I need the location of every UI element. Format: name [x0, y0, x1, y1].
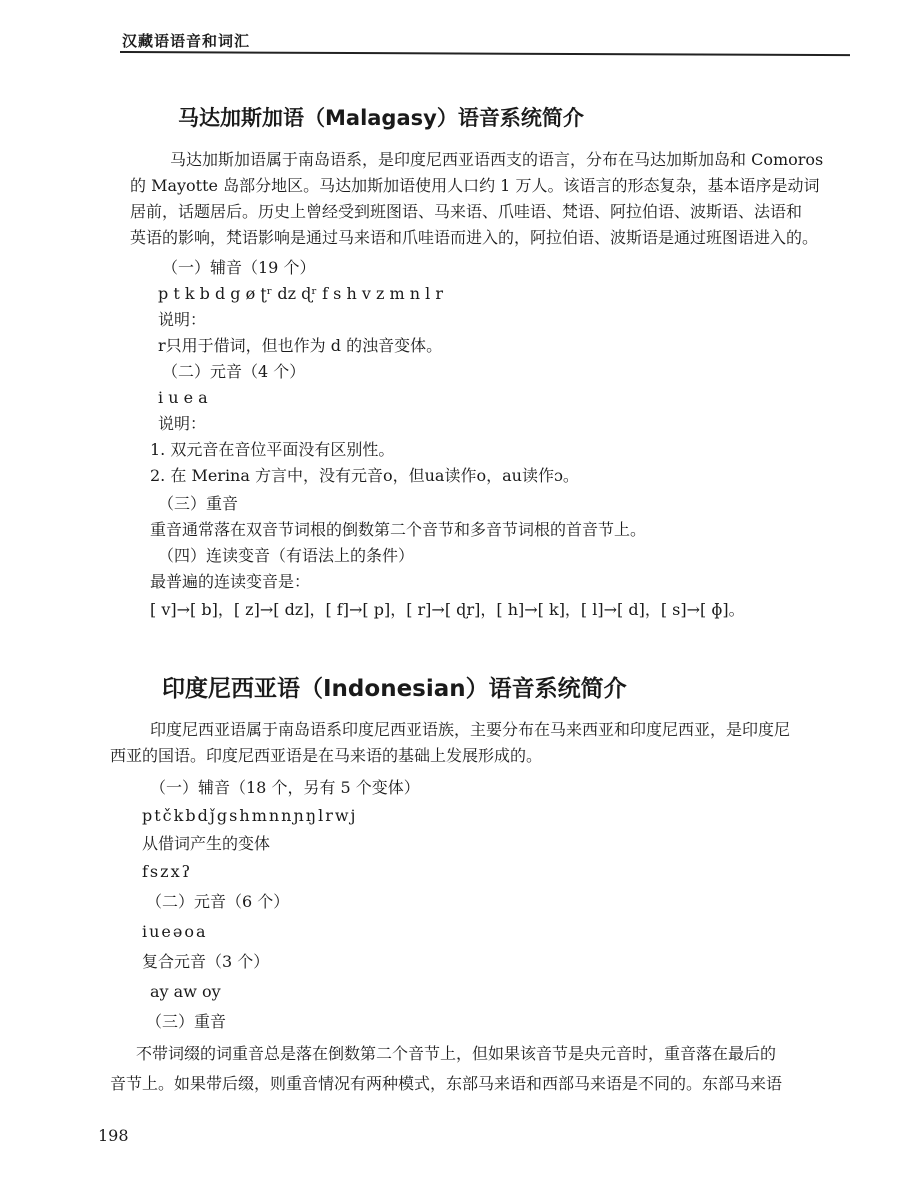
consonants-heading: （一）辅音（19 个）	[162, 258, 316, 277]
intro-line: 西亚的国语。印度尼西亚语是在马来语的基础上发展形成的。	[110, 746, 543, 765]
vowel-inventory: i u e a	[158, 388, 208, 407]
intro-line: 马达加斯加语属于南岛语系，是印度尼西亚语西支的语言，分布在马达加斯加岛和 Comoros	[170, 150, 824, 169]
intro-line: 英语的影响，梵语影响是通过马来语和爪哇语而进入的，阿拉伯语、波斯语是通过班图语进入的。	[130, 228, 819, 247]
diphthong-inventory: ay aw oy	[150, 982, 221, 1001]
section-title: 印度尼西亚语（Indonesian）语音系统简介	[162, 676, 627, 702]
intro-line: 印度尼西亚语属于南岛语系印度尼西亚语族，主要分布在马来西亚和印度尼西亚，是印度尼	[150, 720, 791, 739]
loan-label: 从借词产生的变体	[142, 834, 271, 853]
note-label: 说明：	[158, 414, 207, 433]
note-text: r只用于借词，但也作为 d 的浊音变体。	[158, 336, 443, 355]
vowels-heading: （二）元音（6 个）	[146, 892, 290, 911]
stress-text: 重音通常落在双音节词根的倒数第二个音节和多音节词根的首音节上。	[150, 520, 647, 539]
stress-text: 音节上。如果带后缀，则重音情况有两种模式，东部马来语和西部马来语是不同的。东部马来语	[110, 1074, 783, 1093]
header-rule	[120, 51, 850, 56]
intro-line: 的 Mayotte 岛部分地区。马达加斯加语使用人口约 1 万人。该语言的形态复杂，基本语序是动词	[130, 176, 820, 195]
consonants-heading: （一）辅音（18 个，另有 5 个变体）	[150, 778, 420, 797]
consonant-inventory: ptčkbdǰgshmnnɲŋlrwj	[142, 806, 358, 825]
loan-variants: fszxʔ	[142, 862, 193, 881]
page-number: 198	[98, 1126, 129, 1145]
section-title: 马达加斯加语（Malagasy）语音系统简介	[178, 106, 584, 130]
stress-text: 不带词缀的词重音总是落在倒数第二个音节上，但如果该音节是央元音时，重音落在最后的	[136, 1044, 777, 1063]
diphthong-heading: 复合元音（3 个）	[142, 952, 270, 971]
stress-heading: （三）重音	[158, 494, 239, 513]
note-item: 2. 在 Merina 方言中，没有元音o，但ua读作o，au读作ɔ。	[150, 466, 579, 485]
stress-heading: （三）重音	[146, 1012, 227, 1031]
sandhi-heading: （四）连读变音（有语法上的条件）	[158, 546, 415, 565]
intro-line: 居前，话题居后。历史上曾经受到班图语、马来语、爪哇语、梵语、阿拉伯语、波斯语、法语和	[130, 202, 803, 221]
vowel-inventory: iueəoa	[142, 922, 208, 941]
note-item: 1. 双元音在音位平面没有区别性。	[150, 440, 395, 459]
vowels-heading: （二）元音（4 个）	[162, 362, 306, 381]
running-head: 汉藏语语音和词汇	[122, 32, 251, 50]
note-label: 说明：	[158, 310, 207, 329]
sandhi-intro: 最普遍的连读变音是：	[150, 572, 311, 591]
consonant-inventory: p t k b d g ø ʈʳ dz ɖʳ f s h v z m n l r	[158, 284, 443, 303]
sandhi-rules: [ v]→[ b]，[ z]→[ dz]，[ f]→[ p]，[ r]→[ ɖr]，[ h]→[ k]，[ l]→[ d]，[ s]→[ ɸ]。	[150, 600, 745, 619]
